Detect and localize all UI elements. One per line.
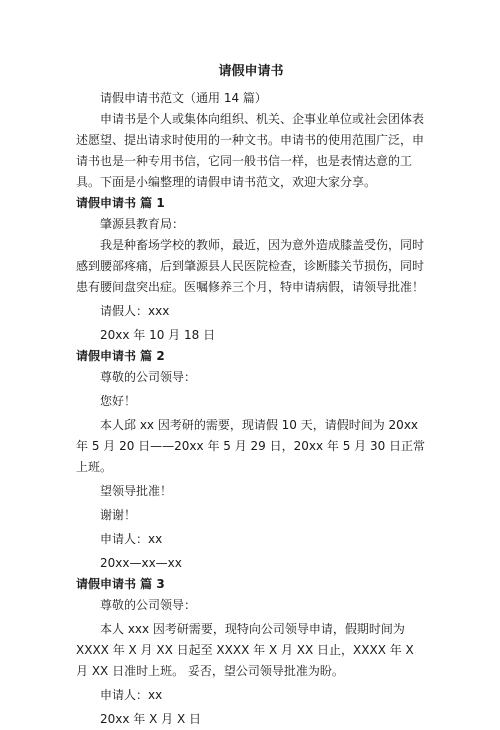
section-3-body: 本人 xxx 因考研需要，现特向公司领导申请，假期时间为 XXXX 年 X 月 XX 日起至 XXXX 年 X 月 XX 日止，XXXX 年 X 月 XX 日准时上班。 妥否，望公司领导批准为盼。 [76, 622, 414, 678]
intro-subtitle: 请假申请书范文（通用 14 篇） [100, 91, 267, 105]
section-2-thanks: 谢谢！ [100, 508, 137, 522]
document-title: 请假申请书 [218, 64, 284, 79]
section-heading-1: 请假申请书 篇 1 [76, 196, 165, 210]
section-heading-2: 请假申请书 篇 2 [76, 349, 165, 363]
section-heading-3: 请假申请书 篇 3 [76, 577, 165, 591]
section-1-salutation: 肇源县教育局： [100, 217, 185, 231]
section-2-body: 本人邱 xx 因考研的需要，现请假 10 天，请假时间为 20xx 年 5 月 20 日——20xx 年 5 月 29 日，20xx 年 5 月 30 日正常上班。 [76, 418, 426, 474]
section-3-signature: 申请人：xx [100, 688, 163, 702]
section-3-date: 20xx 年 X 月 X 日 [100, 712, 201, 726]
section-2-date: 20xx—xx—xx [100, 556, 182, 570]
section-2-salutation: 尊敬的公司领导： [100, 370, 197, 384]
section-2-request: 望领导批准！ [100, 484, 173, 498]
section-1-body: 我是种畜场学校的教师，最近，因为意外造成膝盖受伤，同时感到腰部疼痛，后到肇源县人民医院检查，诊断膝关节损伤，同时患有腰间盘突出症。医嘱修养三个月，特申请病假，请领导批准！ [76, 238, 425, 294]
section-2-signature: 申请人：xx [100, 532, 163, 546]
section-1-signature: 请假人：xxx [100, 304, 170, 318]
section-1-date: 20xx 年 10 月 18 日 [100, 328, 216, 342]
document-page [76, 62, 426, 730]
intro-paragraph: 申请书是个人或集体向组织、机关、企事业单位或社会团体表述愿望、提出请求时使用的一种文书。申请书的使用范围广泛，申请书也是一种专用书信，它同一般书信一样，也是表情达意的工具。下面是小编整理的请假申请书范文，欢迎大家分享。 [76, 112, 425, 189]
section-3-salutation: 尊敬的公司领导： [100, 598, 197, 612]
section-2-greeting: 您好！ [100, 394, 137, 408]
